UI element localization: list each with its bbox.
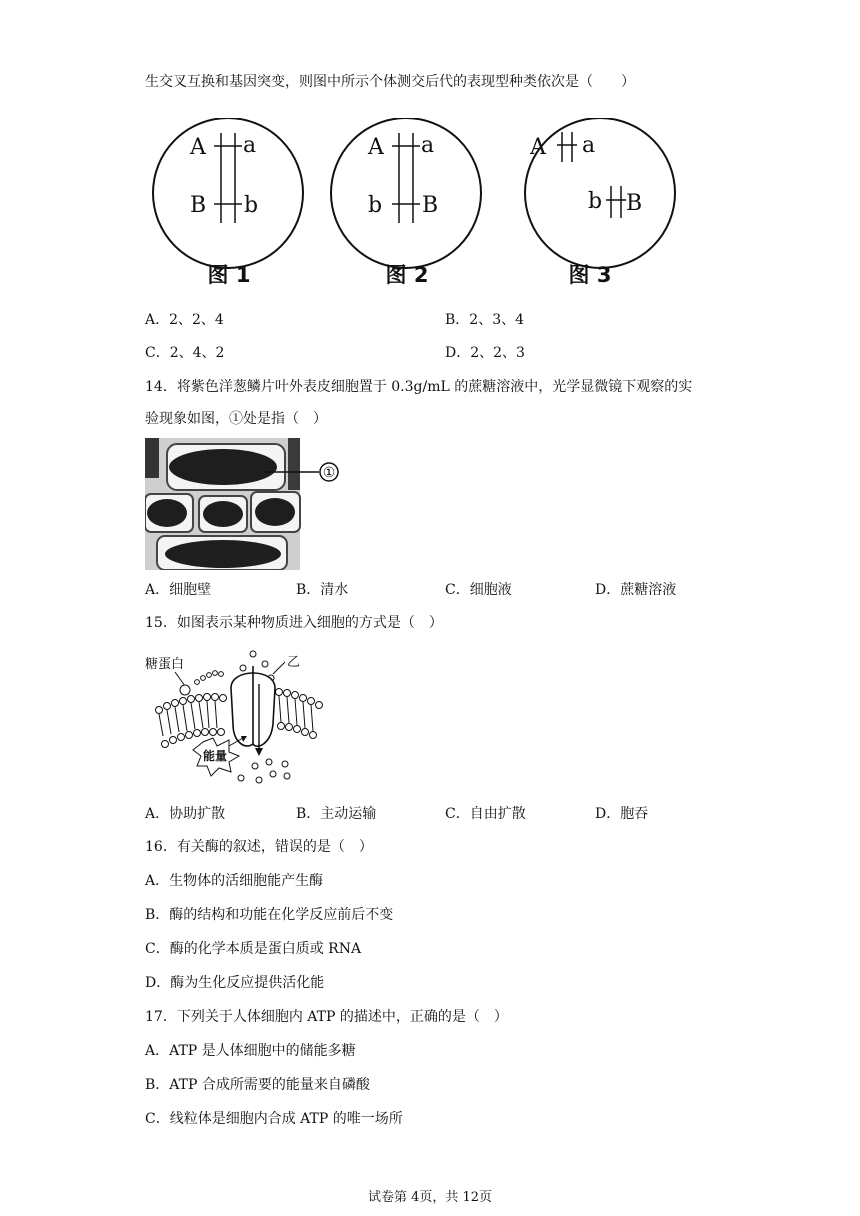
q17-option-a: A．ATP 是人体细胞中的储能多糖: [145, 1043, 356, 1059]
fig1-right-top: a: [243, 133, 257, 158]
fig3-right-bottom: B: [626, 191, 643, 216]
fig3-left-top: A: [530, 135, 546, 160]
q15-option-c: C．自由扩散: [445, 806, 526, 822]
q17-option-b: B．ATP 合成所需要的能量来自磷酸: [145, 1077, 370, 1093]
fig3-caption: 图 3: [568, 263, 612, 287]
q14-option-c: C．细胞液: [445, 582, 512, 598]
fig1-caption: 图 1: [207, 263, 251, 287]
q13-option-c: C．2、4、2: [145, 345, 225, 361]
fig2-left-bottom: b: [368, 193, 383, 218]
fig3-left-bottom: b: [588, 189, 603, 214]
figure-1: [153, 118, 303, 268]
fig2-left-top: A: [368, 135, 384, 160]
q17-stem: 17．下列关于人体细胞内 ATP 的描述中，正确的是（ ）: [145, 1009, 508, 1025]
q15-option-d: D．胞吞: [595, 806, 649, 822]
page-footer: 试卷第 4页，共 12页: [367, 1190, 493, 1205]
q15-option-a: A．协助扩散: [145, 806, 226, 822]
fig2-right-top: a: [421, 133, 435, 158]
figure-3: [525, 118, 675, 268]
fig1-left-bottom: B: [190, 193, 207, 218]
q16-option-c: C．酶的化学本质是蛋白质或 RNA: [145, 941, 362, 957]
q15-stem: 15．如图表示某种物质进入细胞的方式是（ ）: [145, 615, 443, 631]
q16-stem: 16．有关酶的叙述，错误的是（ ）: [145, 839, 373, 855]
q14-option-d: D．蔗糖溶液: [595, 582, 677, 598]
q15-membrane-diagram: [145, 644, 330, 790]
q14-marker: ①: [322, 465, 336, 481]
fig3-right-top: a: [582, 133, 596, 158]
q16-option-d: D．酶为生化反应提供活化能: [145, 975, 325, 991]
q16-option-b: B．酶的结构和功能在化学反应前后不变: [145, 907, 394, 923]
q15-energy-label: 能量: [203, 749, 228, 763]
q15-yi-label: 乙: [287, 655, 301, 670]
figure-2: [331, 118, 481, 268]
fig2-right-bottom: B: [422, 193, 439, 218]
q14-micrograph: [145, 438, 345, 570]
fig1-right-bottom: b: [244, 193, 259, 218]
q14-option-b: B．清水: [296, 582, 349, 598]
q15-option-b: B．主动运输: [296, 806, 377, 822]
q14-option-a: A．细胞壁: [145, 582, 212, 598]
fig2-caption: 图 2: [385, 263, 429, 287]
q13-option-a: A．2、2、4: [145, 312, 224, 328]
fig1-left-top: A: [190, 135, 206, 160]
q13-stem: 生交叉互换和基因突变，则图中所示个体测交后代的表现型种类依次是（ ）: [145, 74, 635, 90]
q13-option-d: D．2、2、3: [445, 345, 525, 361]
q14-stem-line2: 验现象如图，①处是指（ ）: [145, 411, 327, 427]
q13-option-b: B．2、3、4: [445, 312, 525, 328]
q17-option-c: C．线粒体是细胞内合成 ATP 的唯一场所: [145, 1111, 403, 1127]
q15-glycoprotein-label: 糖蛋白: [145, 657, 185, 672]
q16-option-a: A．生物体的活细胞能产生酶: [145, 873, 324, 889]
q14-stem-line1: 14．将紫色洋葱鳞片叶外表皮细胞置于 0.3g/mL 的蔗糖溶液中，光学显微镜下观察的实: [145, 379, 693, 395]
